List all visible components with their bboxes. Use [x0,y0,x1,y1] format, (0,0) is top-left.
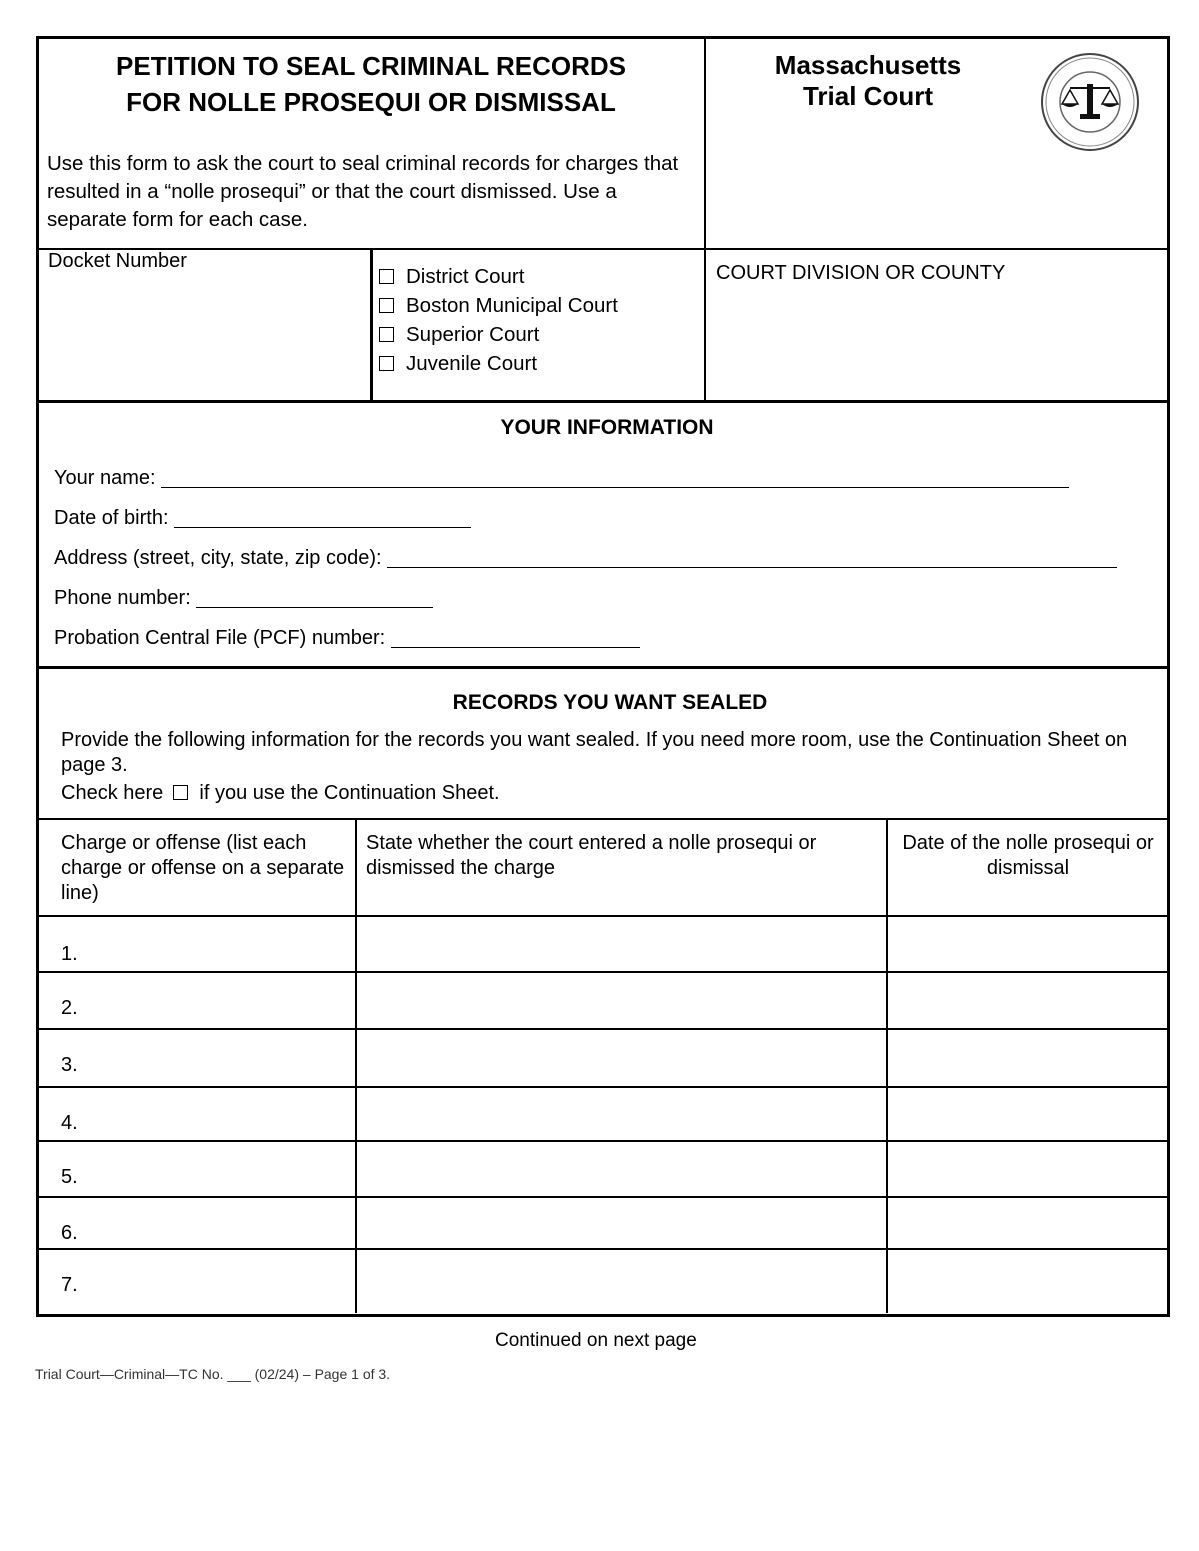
row-number: 6. [61,1222,78,1244]
option-label: Superior Court [406,323,540,346]
column-header-charge: Charge or offense (list each charge or offense on a separate line) [61,832,345,904]
court-option-juvenile[interactable] [379,349,618,378]
records-heading: RECORDS YOU WANT SEALED [452,691,768,714]
checkbox[interactable] [379,327,394,342]
court-name-line-2: Trial Court [802,81,933,111]
check-prefix: Check here [61,782,164,804]
court-option-boston-municipal[interactable] [379,291,618,320]
field-label: Your name: [54,467,156,489]
records-instructions: Provide the following information for the records you want sealed. If you need more room, use the Continuation Sheet on page 3. [61,729,1128,776]
field-phone[interactable] [54,584,433,612]
continued-note: Continued on next page [495,1330,697,1351]
court-options [379,262,618,378]
trial-court-seal-icon [1040,52,1140,152]
field-label: Phone number: [54,587,191,609]
form-identifier: Trial Court—Criminal—TC No. ___ (02/24) – Page 1 of 3. [35,1366,391,1382]
option-label: Boston Municipal Court [406,294,618,317]
row-number: 7. [61,1274,78,1296]
continuation-check [61,781,500,806]
docket-number-label: Docket Number [48,250,187,272]
option-label: District Court [406,265,525,288]
row-number: 5. [61,1166,78,1188]
field-label: Probation Central File (PCF) number: [54,627,386,649]
field-label: Date of birth: [54,507,169,529]
row-number: 4. [61,1112,78,1134]
option-label: Juvenile Court [406,352,538,375]
column-header-disposition: State whether the court entered a nolle prosequi or dismissed the charge [366,832,817,879]
field-your-name[interactable] [54,464,1069,492]
checkbox[interactable] [379,269,394,284]
column-header-date: Date of the nolle prosequi or dismissal [902,832,1154,879]
field-pcf-number[interactable] [54,624,640,652]
row-number: 3. [61,1054,78,1076]
pcf-input-line[interactable] [391,627,640,648]
court-name-line-1: Massachusetts [774,50,962,80]
row-number: 2. [61,997,78,1019]
title-line-2: FOR NOLLE PROSEQUI OR DISMISSAL [126,87,616,117]
continuation-checkbox[interactable] [173,785,188,800]
field-label: Address (street, city, state, zip code): [54,547,382,569]
form-instructions: Use this form to ask the court to seal criminal records for charges that resulted in a “nolle prosequi” or that the court dismissed. Use a separate form for each case. [47,152,679,231]
court-name [720,50,1016,112]
dob-input-line[interactable] [174,507,471,528]
phone-input-line[interactable] [196,587,433,608]
court-option-district[interactable] [379,262,618,291]
court-division-label: COURT DIVISION OR COUNTY [716,262,1006,284]
address-input-line[interactable] [387,547,1117,568]
checkbox[interactable] [379,356,394,371]
row-number: 1. [61,943,78,965]
court-option-superior[interactable] [379,320,618,349]
field-address[interactable] [54,544,1117,572]
check-suffix: if you use the Continuation Sheet. [199,782,500,804]
your-information-heading: YOUR INFORMATION [500,416,714,439]
field-date-of-birth[interactable] [54,504,471,532]
name-input-line[interactable] [161,467,1069,488]
checkbox[interactable] [379,298,394,313]
form-title [40,48,702,120]
title-line-1: PETITION TO SEAL CRIMINAL RECORDS [116,51,626,81]
